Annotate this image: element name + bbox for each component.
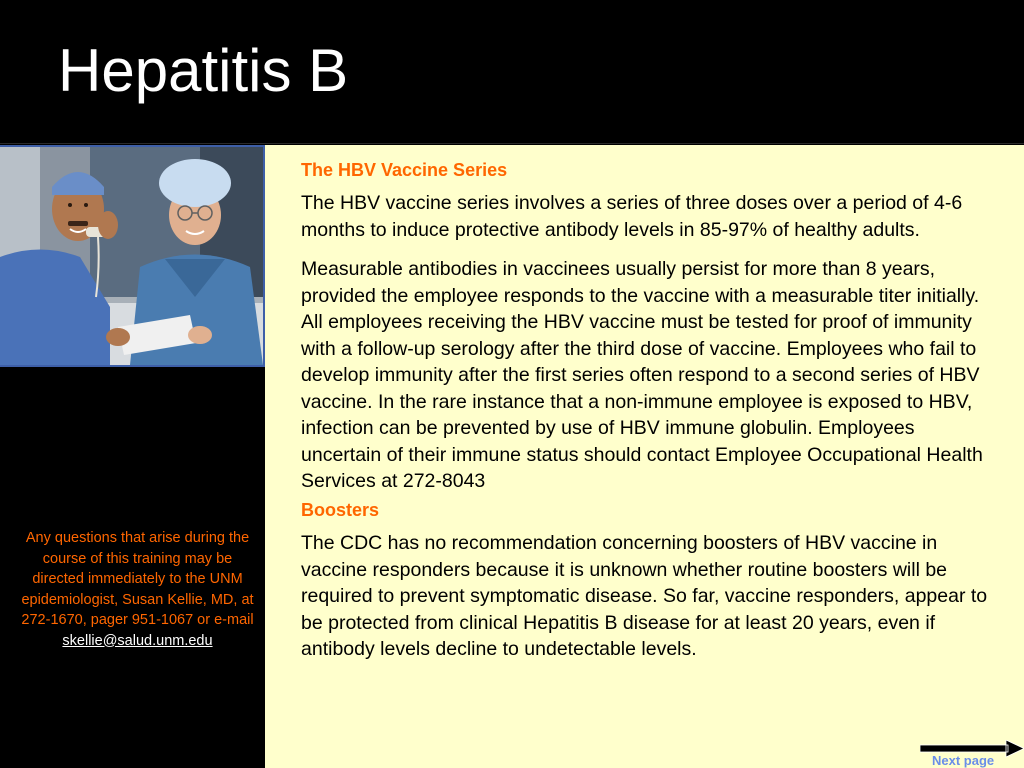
- vaccine-series-paragraph-2: Measurable antibodies in vaccinees usually persist for more than 8 years, provided the employee responds to the vaccine with a measurable titer initially. All employees receiving the HBV vaccine must be tested for proof of immunity with a follow-up serology after the third dose of vaccine. Employees who fail to develop immunity after the first series often respond to a second series of HBV vaccine. In the rare instance that a non-immune employee is exposed to HBV, infection can be prevented by use of HBV immune globulin. Employees uncertain of their immune status should contact Employee Occupational Health Services at 272-8043: [301, 258, 983, 493]
- boosters-paragraph: The CDC has no recommendation concerning boosters of HBV vaccine in vaccine responders because it is unknown whether routine boosters will be required to prevent symptomatic disease. So far, vaccine responders, appear to be protected from clinical Hepatitis B disease for at least 20 years, even if antibody levels decline to undetectable levels.: [301, 532, 988, 661]
- slide-title: Hepatitis B: [58, 37, 349, 104]
- title-divider: [0, 143, 1024, 144]
- contact-email-link[interactable]: skellie@salud.unm.edu: [62, 632, 213, 649]
- boosters-heading: Boosters: [301, 499, 380, 520]
- vaccine-series-paragraph-1: The HBV vaccine series involves a series of three doses over a period of 4-6 months to induce protective antibody levels in 85-97% of healthy adults.: [301, 192, 963, 241]
- healthcare-workers-photo: [0, 145, 265, 367]
- contact-note: [20, 528, 255, 651]
- content-panel: [265, 145, 1024, 768]
- vaccine-series-heading: The HBV Vaccine Series: [301, 160, 508, 180]
- next-page-button[interactable]: [920, 740, 1024, 768]
- contact-note-text: Any questions that arise during the course of this training may be directed immediately to the UNM epidemiologist, Susan Kellie, MD, at 272-1670, pager 951-1067 or e-mail: [21, 530, 254, 628]
- next-page-label: Next page: [932, 753, 995, 768]
